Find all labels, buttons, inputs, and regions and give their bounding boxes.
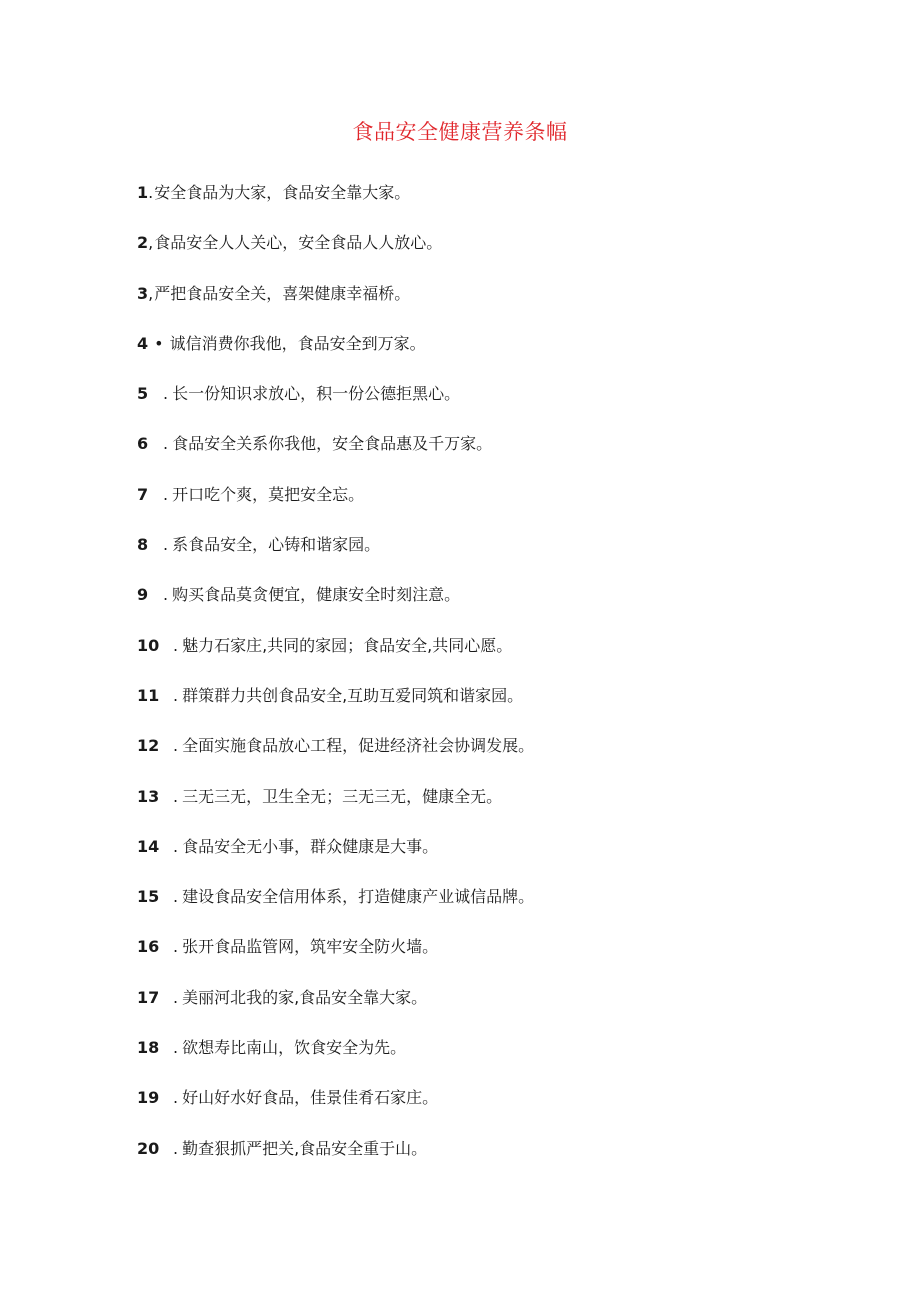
item-separator: . [173, 685, 179, 705]
item-number: 16 [137, 937, 160, 957]
item-number: 20 [137, 1138, 160, 1158]
item-separator: . [173, 987, 179, 1007]
item-number: 9 [137, 585, 149, 605]
list-item [137, 1083, 837, 1133]
item-number: 4 [137, 333, 149, 353]
item-separator: . [173, 786, 179, 806]
list-item [137, 832, 837, 882]
list-item [137, 932, 837, 982]
item-text: 开口吃个爽，莫把安全忘。 [172, 484, 365, 504]
list-item [137, 279, 837, 329]
item-number: 15 [137, 887, 160, 907]
item-separator: . [163, 585, 169, 605]
item-text: 三无三无，卫生全无；三无三无，健康全无。 [182, 786, 503, 806]
item-separator: . [173, 937, 179, 957]
item-number: 11 [137, 685, 160, 705]
item-text: 购买食品莫贪便宜，健康安全时刻注意。 [172, 585, 461, 605]
item-text: 长一份知识求放心，积一份公德拒黑心。 [172, 384, 461, 404]
item-separator: . [163, 434, 169, 454]
item-number: 18 [137, 1038, 160, 1058]
item-text: 诚信消费你我他，食品安全到万家。 [169, 333, 426, 353]
document-title: 食品安全健康营养条幅 [352, 120, 568, 144]
item-text: 安全食品为大家，食品安全靠大家。 [154, 183, 411, 202]
list-item [137, 480, 837, 530]
item-separator: . [163, 484, 169, 504]
item-separator: . [148, 183, 154, 202]
item-separator: . [173, 1138, 179, 1158]
list-item [137, 631, 837, 681]
item-number: 19 [137, 1088, 160, 1108]
list-item [137, 1033, 837, 1083]
item-number: 2 [137, 233, 149, 253]
item-number: 5 [137, 384, 149, 404]
item-text: 系食品安全，心铸和谐家园。 [172, 535, 381, 555]
item-text: 美丽河北我的家,食品安全靠大家。 [182, 987, 428, 1007]
item-separator: . [163, 535, 169, 555]
item-number: 14 [137, 836, 160, 856]
item-number: 1 [137, 183, 149, 202]
item-text: 欲想寿比南山，饮食安全为先。 [182, 1038, 407, 1058]
item-separator: . [173, 1088, 179, 1108]
item-number: 17 [137, 987, 160, 1007]
list-item [137, 429, 837, 479]
item-number: 6 [137, 434, 149, 454]
item-separator: . [163, 384, 169, 404]
item-text: 好山好水好食品，佳景佳肴石家庄。 [182, 1088, 439, 1108]
item-text: 食品安全人人关心，安全食品人人放心。 [154, 233, 443, 253]
item-number: 13 [137, 786, 160, 806]
list-item [137, 1134, 837, 1184]
item-separator: . [173, 736, 179, 756]
item-separator: . [173, 887, 179, 907]
item-text: 全面实施食品放心工程，促进经济社会协调发展。 [182, 736, 535, 756]
item-number: 12 [137, 736, 160, 756]
item-number: 10 [137, 635, 160, 655]
item-text: 食品安全无小事，群众健康是大事。 [182, 836, 439, 856]
item-text: 严把食品安全关，喜架健康幸福桥。 [154, 283, 411, 303]
list-item [137, 530, 837, 580]
list-item [137, 782, 837, 832]
item-text: 建设食品安全信用体系，打造健康产业诚信品牌。 [182, 887, 535, 907]
item-separator: , [148, 283, 154, 303]
list-item [137, 731, 837, 781]
list-item [137, 882, 837, 932]
list-item [137, 681, 837, 731]
item-separator: . [173, 836, 179, 856]
list-item [137, 228, 837, 278]
list-item [137, 983, 837, 1033]
list-item [137, 329, 837, 379]
slogan-list [137, 178, 837, 1184]
item-text: 魅力石家庄,共同的家园；食品安全,共同心愿。 [182, 635, 513, 655]
item-separator: • [154, 333, 164, 353]
item-text: 食品安全关系你我他，安全食品惠及千万家。 [172, 434, 493, 454]
item-text: 勤查狠抓严把关,食品安全重于山。 [182, 1138, 428, 1158]
item-separator: . [173, 635, 179, 655]
item-separator: . [173, 1038, 179, 1058]
item-text: 群策群力共创食品安全,互助互爱同筑和谐家园。 [182, 685, 524, 705]
list-item [137, 580, 837, 630]
item-separator: , [148, 233, 154, 253]
item-number: 7 [137, 484, 149, 504]
item-number: 8 [137, 535, 149, 555]
list-item [137, 379, 837, 429]
list-item [137, 178, 837, 228]
item-number: 3 [137, 283, 149, 303]
item-text: 张开食品监管网，筑牢安全防火墙。 [182, 937, 439, 957]
